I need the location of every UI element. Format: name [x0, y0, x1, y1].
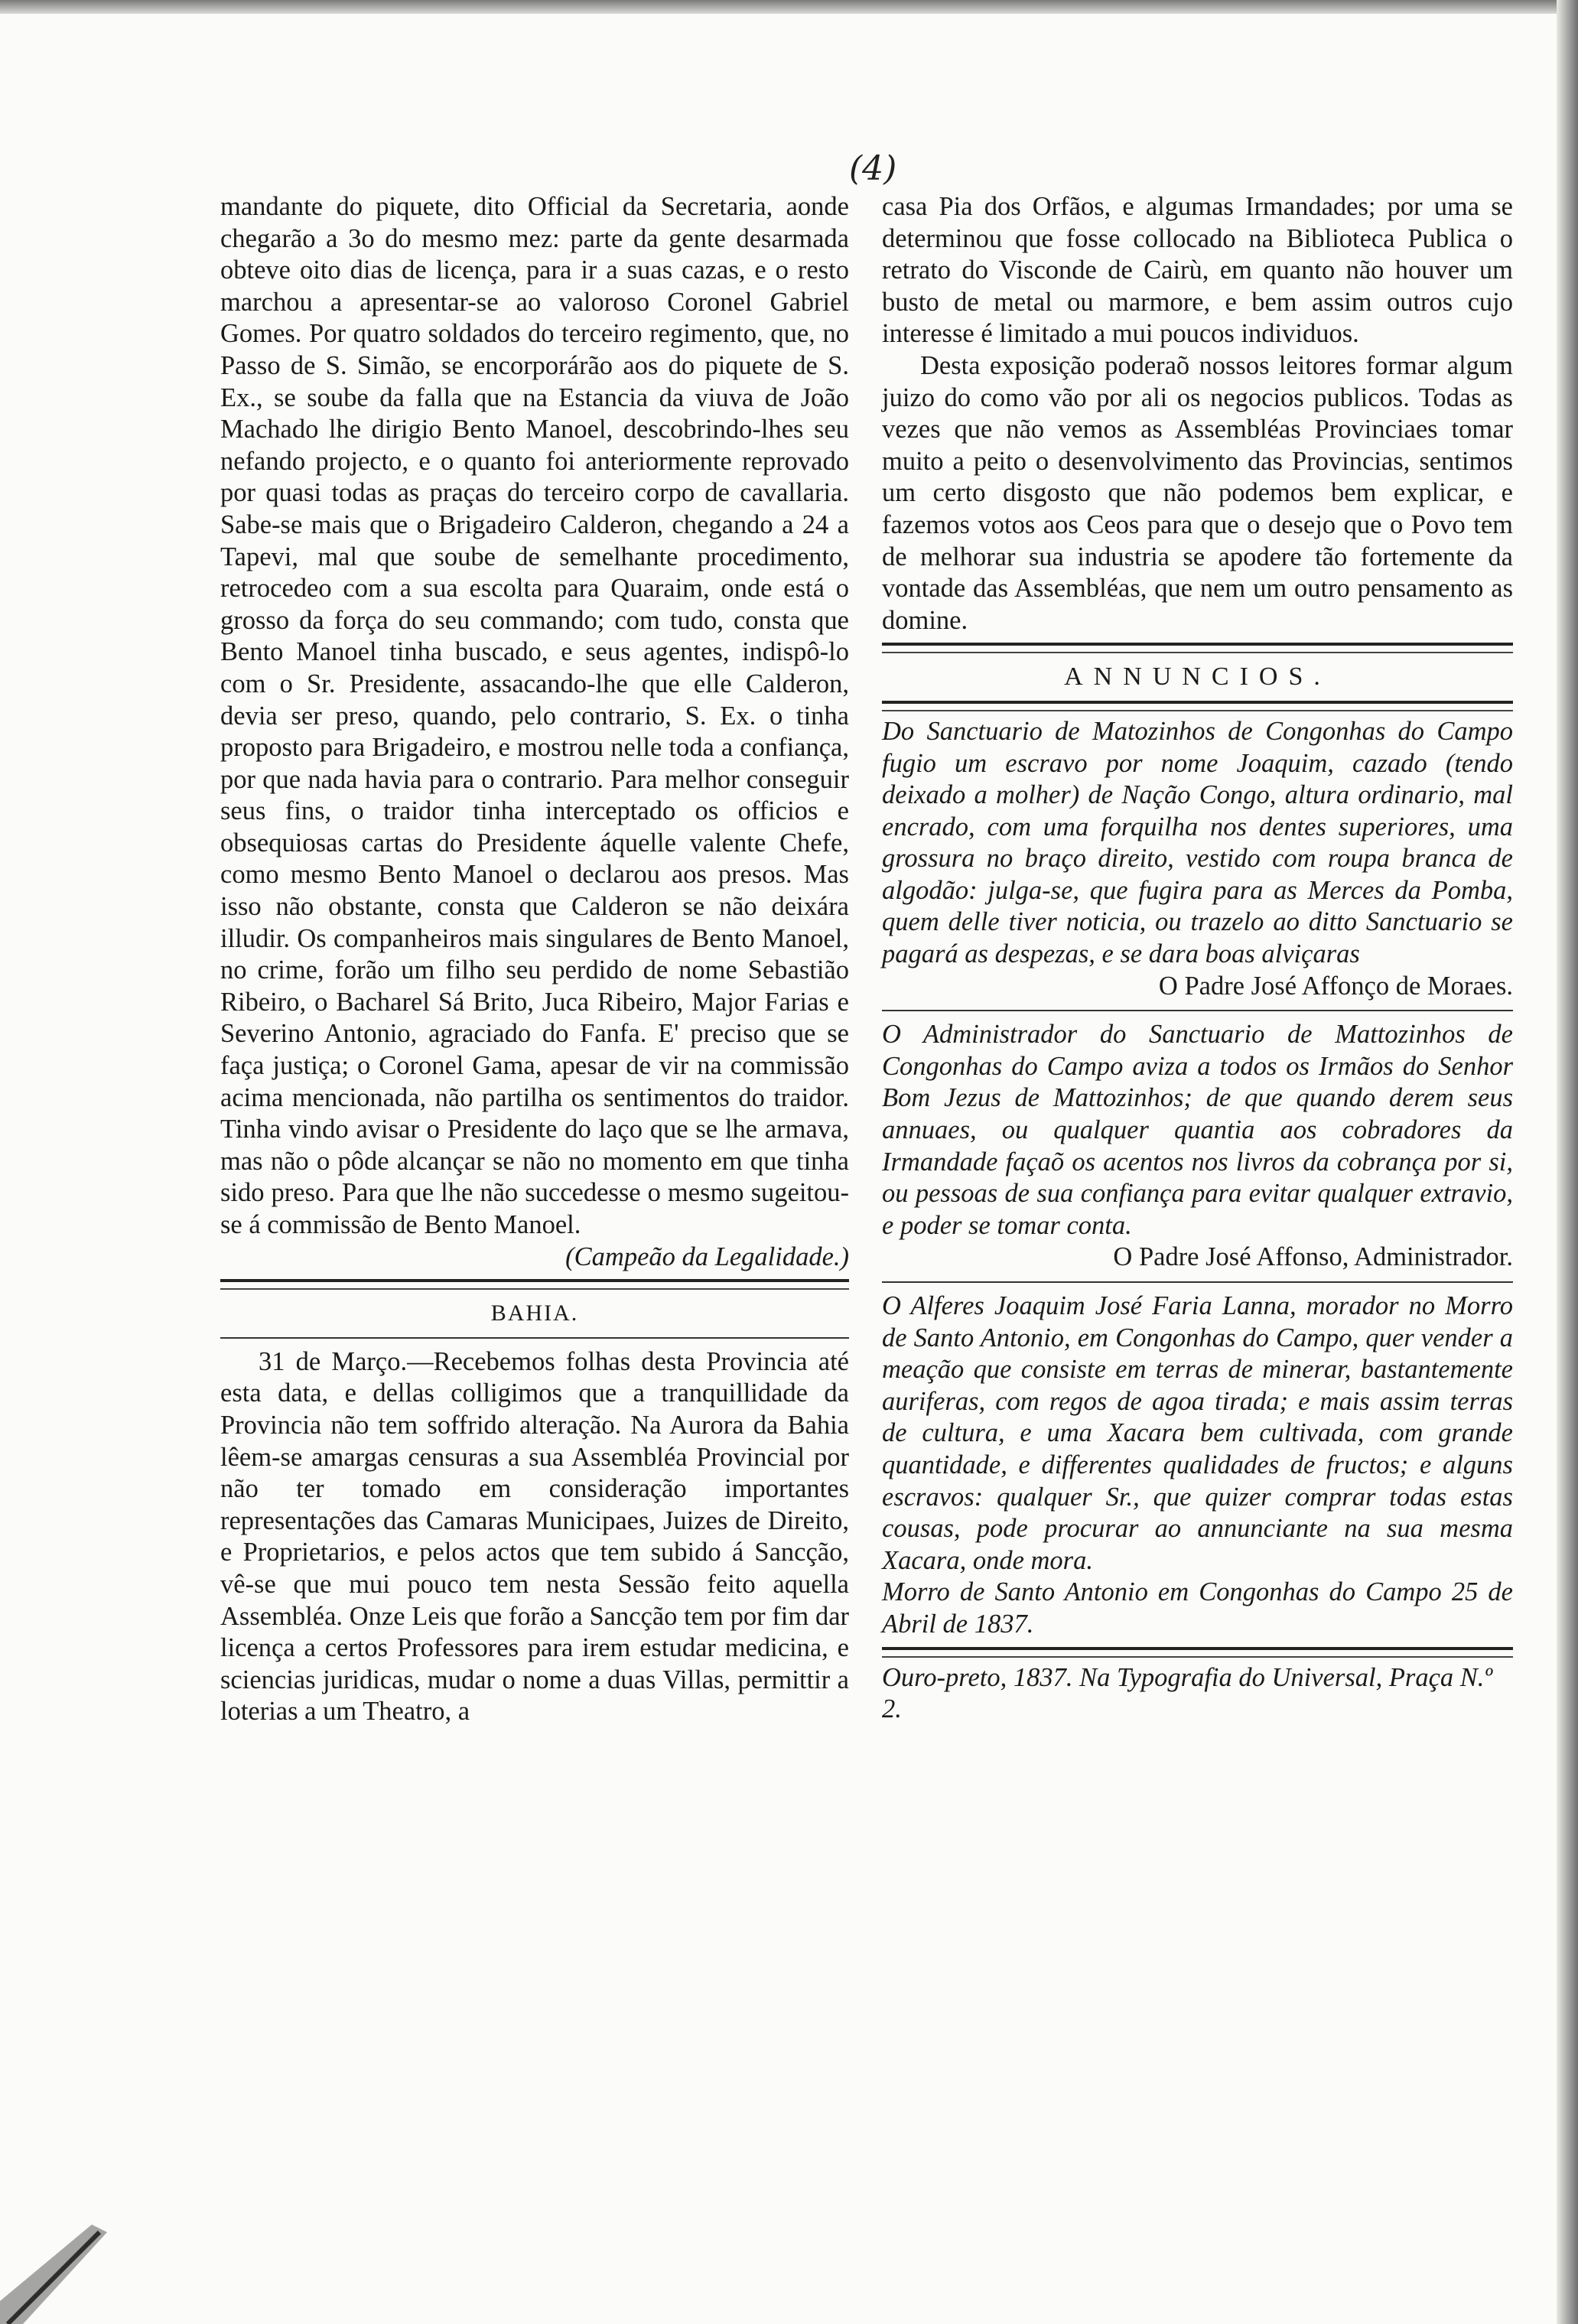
- advertisement-runaway: Do Sanctuario de Matozinhos de Congonhas do Campo fugio um escravo por nome Joaquim, cazado (tendo deixado a molher) de Nação Congo, altura ordinario, mal encrado, com uma forquilha nos dentes superiores, uma grossura no braço direito, vestido com roupa branca de algodão: julga-se, que fugira para as Merces da Pomba, quem delle tiver noticia, ou trazelo ao ditto Sanctuario se pagará as despezas, e se dara boas alviçaras: [882, 716, 1513, 969]
- section-divider: [882, 701, 1513, 711]
- section-divider: [882, 643, 1513, 653]
- page-number: (4): [849, 149, 897, 188]
- pen-nib-icon: [0, 2209, 122, 2324]
- right-column: [882, 191, 1513, 1726]
- advertisement-signature: O Padre José Affonso, Administrador.: [1113, 1242, 1513, 1272]
- advertisement-land-sale: O Alferes Joaquim José Faria Lanna, morador no Morro de Santo Antonio, em Congonhas do Campo, quer vender a meação que consiste em terras de minerar, bastantemente auriferas, com regos de agoa tirada; e mais assim terras de cultura, e uma Xacara bem cultivada, com grande quantidade, e differentes qualidades de fructos; e alguns escravos: qualquer Sr., que quizer comprar todas estas cousas, pode procurar ao annunciante na sua mesma Xacara, onde mora.: [882, 1291, 1513, 1575]
- advertisement-sanctuary-notice: O Administrador do Sanctuario de Mattozinhos de Congonhas do Campo aviza a todos os Irmãos do Senhor Bom Jezus de Mattozinhos; de que quando derem seus annuaes, ou qualquer quantia aos cobradores da Irmandade façaõ os acentos nos livros da cobrança por si, ou pessoas de sua confiança para evitar qualquer extravio, e poder se tomar conta.: [882, 1020, 1513, 1240]
- article-continuation: mandante do piquete, dito Official da Secretaria, aonde chegarão a 3o do mesmo mez: parte da gente desarmada obteve oito dias de licença, para ir a suas cazas, e o resto marchou a apresentar-se ao valoroso Coronel Gabriel Gomes. Por quatro soldados do terceiro regimento, que, no Passo de S. Simão, se encorporárão aos do piquete de S. Ex., se soube da falla que na Estancia da viuva de João Machado lhe dirigio Bento Manoel, descobrindo-lhes seu nefando projecto, e o quanto foi anteriormente reprovado por quasi todas as praças do terceiro corpo de cavallaria. Sabe-se mais que o Brigadeiro Calderon, chegando a 24 a Tapevi, mal que soube de semelhante procedimento, retrocedeo com a sua escolta para Quaraim, onde está o grosso da força do seu commando; com tudo, consta que Bento Manoel tinha buscado, e seus agentes, indispô-lo com o Sr. Presidente, assacando-lhe que elle Calderon, devia ser preso, quando, pelo contrario, S. Ex. o tinha proposto para Brigadeiro, e mostrou nelle toda a confiança, por que nada havia para o contrario. Para melhor conseguir seus fins, o traidor tinha interceptado os officios e obsequiosas cartas do Presidente áquelle valente Chefe, como mesmo Bento Manoel o declarou aos presos. Mas isso não obstante, consta que Calderon se não deixára illudir. Os companheiros mais singulares de Bento Manoel, no crime, forão um filho seu perdido de nome Sebastião Ribeiro, o Bacharel Sá Brito, Juca Ribeiro, Major Farias e Severino Antonio, agraciado do Fanfa. E' preciso que se faça justiça; o Coronel Gama, apesar de vir na commissão acima mencionada, não partilha os sentimentos do traidor. Tinha vindo avisar o Presidente do laço que se lhe armava, mas não o pôde alcançar se não no momento em que tinha sido preso. Para que lhe não succedesse o mesmo sugeitou-se á commissão de Bento Manoel.: [220, 192, 849, 1239]
- printer-imprint: Ouro-preto, 1837. Na Typografia do Universal, Praça N.º 2.: [882, 1662, 1493, 1724]
- section-divider: [220, 1279, 849, 1290]
- advertisement-dateline: Morro de Santo Antonio em Congonhas do Campo 25 de Abril de 1837.: [882, 1577, 1513, 1639]
- closing-paragraph: Desta exposição poderaõ nossos leitores formar algum juizo do como vão por ali os negocios publicos. Todas as vezes que não vemos as Assembléas Provinciaes tomar muito a peito o desenvolvimento das Provincias, sentimos um certo disgosto que não podemos bem explicar, e fazemos votos aos Ceos para que o desejo que o Povo tem de melhorar sua industria se apodere tão fortemente da vontade das Assembléas, que nem um outro pensamento as domine.: [882, 350, 1513, 635]
- article-continuation-right: casa Pia dos Orfãos, e algumas Irmandades; por uma se determinou que fosse collocado na Biblioteca Publica o retrato do Visconde de Cairù, em quanto não houver um busto de metal ou marmore, e bem assim outros cujo interesse é limitado a mui poucos individuos.: [882, 192, 1513, 349]
- ad-divider: [882, 1281, 1513, 1283]
- ad-divider: [882, 1010, 1513, 1011]
- section-divider-thin: [220, 1337, 849, 1339]
- advertisement-signature: O Padre José Affonço de Moraes.: [1158, 971, 1513, 1001]
- left-column: [220, 191, 849, 1728]
- section-title-bahia: BAHIA.: [490, 1300, 579, 1326]
- article-source: (Campeão da Legalidade.): [565, 1242, 849, 1271]
- section-title-annuncios: ANNUNCIOS.: [1064, 662, 1331, 692]
- scan-top-edge: [0, 0, 1578, 14]
- footer-divider: [882, 1647, 1513, 1658]
- scan-right-edge: [1557, 0, 1578, 2324]
- bahia-article: 31 de Março.—Recebemos folhas desta Provincia até esta data, e dellas colligimos que a tranquillidade da Provincia não tem soffrido alteração. Na Aurora da Bahia lêem-se amargas censuras a sua Assembléa Provincial por não ter tomado em consideração importantes representações das Camaras Municipaes, Juizes de Direito, e Proprietarios, e pelos actos que tem subido á Sancção, vê-se que mui pouco tem nesta Sessão feito aquella Assembléa. Onze Leis que forão a Sancção tem por fim dar licença a certos Professores para irem estudar medicina, e sciencias juridicas, mudar o nome a duas Villas, permittir a loterias a um Theatro, a: [220, 1346, 849, 1727]
